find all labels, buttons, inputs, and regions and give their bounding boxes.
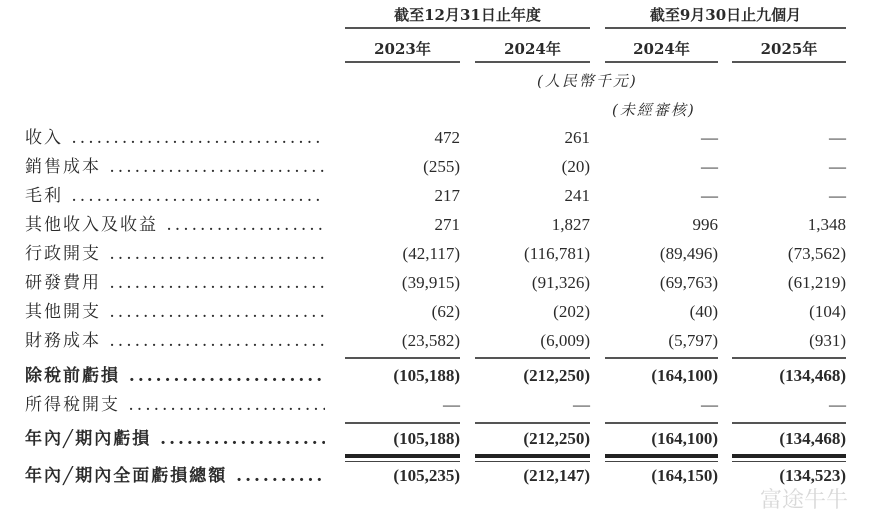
row-label: 除稅前虧損 .....	[25, 366, 325, 386]
row-label: 行政開支 .....	[25, 244, 325, 264]
subtotal-line	[732, 422, 846, 424]
row-label: 毛利 .....	[25, 186, 325, 206]
cell-value: (202)	[553, 302, 590, 321]
cell-value: (134,523)	[779, 466, 846, 485]
cell-value: (931)	[809, 331, 846, 350]
cell-value: (134,468)	[779, 429, 846, 448]
double-underline	[345, 454, 460, 462]
cell-value: 261	[564, 128, 590, 147]
cell-value: 271	[434, 215, 460, 234]
cell-value: 1,827	[551, 215, 590, 234]
row-label: 研發費用 .....	[25, 273, 325, 293]
subtotal-line	[605, 422, 718, 424]
cell-value: (212,250)	[523, 429, 590, 448]
cell-value: (116,781)	[524, 244, 590, 263]
subtotal-line	[475, 357, 590, 359]
double-underline	[475, 454, 590, 462]
cell-value: —	[701, 186, 718, 205]
subtotal-line	[475, 422, 590, 424]
double-underline	[605, 454, 718, 462]
cell-value: (23,582)	[401, 331, 460, 350]
row-label: 財務成本 .....	[25, 331, 325, 351]
cell-value: —	[829, 186, 846, 205]
cell-value: (69,763)	[659, 273, 718, 292]
cell-value: (105,235)	[393, 466, 460, 485]
divider	[605, 61, 718, 63]
cell-value: 241	[564, 186, 590, 205]
subtotal-line	[605, 357, 718, 359]
cell-value: —	[701, 157, 718, 176]
cell-value: (89,496)	[659, 244, 718, 263]
cell-value: —	[573, 395, 590, 414]
cell-value: (91,326)	[531, 273, 590, 292]
cell-value: (164,100)	[651, 366, 718, 385]
divider	[475, 61, 590, 63]
cell-value: (105,188)	[393, 366, 460, 385]
year-header: 2023年	[374, 40, 431, 58]
cell-value: —	[443, 395, 460, 414]
year-header: 2024年	[633, 40, 690, 58]
cell-value: 472	[434, 128, 460, 147]
cell-value: (164,100)	[651, 429, 718, 448]
row-label: 收入 .....	[25, 128, 325, 148]
header-group-fiscal-year: 截至12月31日止年度	[394, 6, 541, 24]
cell-value: —	[829, 157, 846, 176]
divider	[732, 61, 846, 63]
cell-value: (61,219)	[787, 273, 846, 292]
cell-value: (42,117)	[402, 244, 460, 263]
year-header: 2024年	[504, 40, 561, 58]
row-label: 銷售成本 .....	[25, 157, 325, 177]
cell-value: (212,250)	[523, 366, 590, 385]
header-group-nine-months: 截至9月30日止九個月	[649, 6, 802, 24]
divider	[345, 27, 590, 29]
cell-value: —	[701, 128, 718, 147]
divider	[605, 27, 846, 29]
cell-value: (39,915)	[401, 273, 460, 292]
cell-value: 217	[434, 186, 460, 205]
cell-value: (104)	[809, 302, 846, 321]
cell-value: (5,797)	[668, 331, 718, 350]
subtotal-line	[345, 357, 460, 359]
cell-value: 1,348	[807, 215, 846, 234]
divider	[345, 61, 460, 63]
row-label: 年內╱期內全面虧損總額 .....	[25, 466, 325, 486]
cell-value: —	[829, 128, 846, 147]
watermark: 富途牛牛	[760, 488, 849, 513]
subtotal-line	[345, 422, 460, 424]
cell-value: (255)	[423, 157, 460, 176]
row-label: 其他收入及收益 .....	[25, 215, 325, 235]
cell-value: (134,468)	[779, 366, 846, 385]
cell-value: (212,147)	[523, 466, 590, 485]
cell-value: (6,009)	[540, 331, 590, 350]
cell-value: (40)	[689, 302, 718, 321]
row-label: 所得稅開支 .....	[25, 395, 325, 415]
cell-value: (62)	[431, 302, 460, 321]
cell-value: (73,562)	[787, 244, 846, 263]
row-label: 年內╱期內虧損 .....	[25, 429, 325, 449]
double-underline	[732, 454, 846, 462]
row-label: 其他開支 .....	[25, 302, 325, 322]
cell-value: (20)	[561, 157, 590, 176]
unaudited-note: (未經審核)	[612, 101, 696, 119]
cell-value: 996	[692, 215, 718, 234]
unit-note: (人民幣千元)	[537, 72, 638, 90]
cell-value: —	[829, 395, 846, 414]
year-header: 2025年	[760, 40, 818, 58]
cell-value: —	[701, 395, 718, 414]
cell-value: (105,188)	[393, 429, 460, 448]
cell-value: (164,150)	[651, 466, 718, 485]
subtotal-line	[732, 357, 846, 359]
